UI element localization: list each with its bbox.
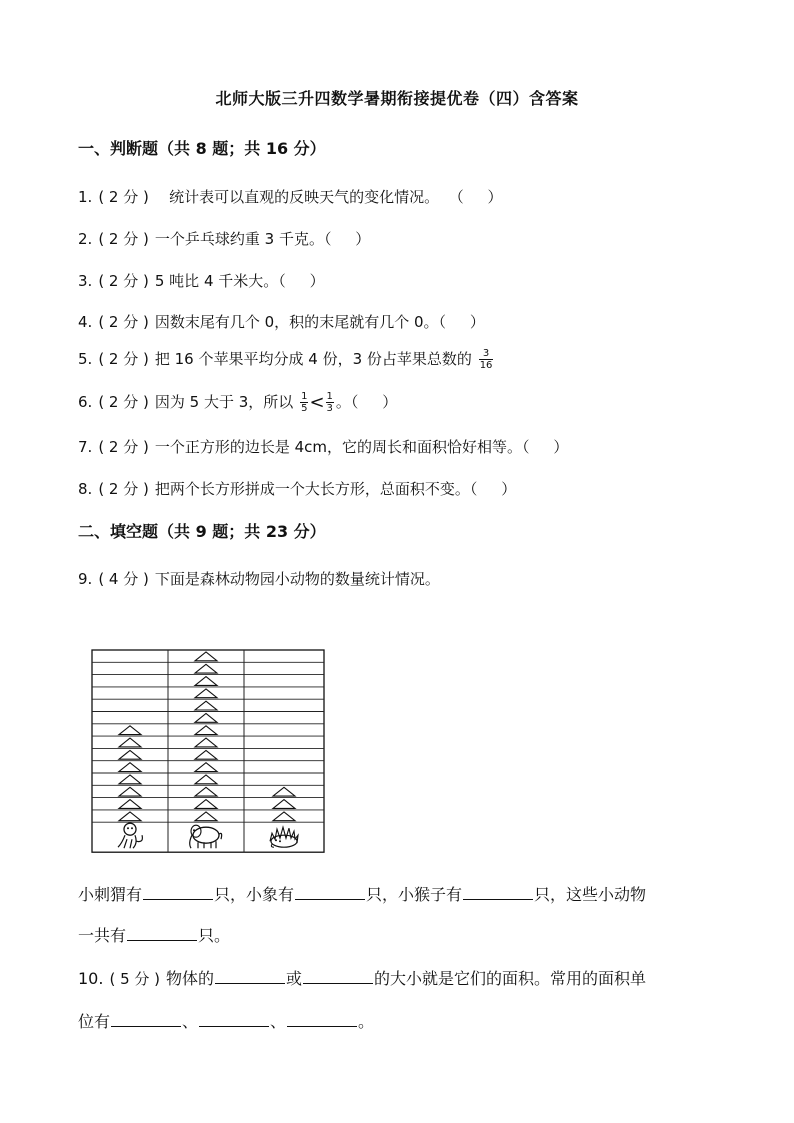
question-2 [78, 228, 370, 249]
text-fragment: 的大小就是它们的面积。常用的面积单 [374, 969, 647, 988]
less-than-sign: < [309, 392, 325, 413]
triangle-mark-hedgehog [273, 800, 295, 809]
triangle-mark-monkey [119, 812, 141, 821]
triangle-mark-elephant [195, 787, 217, 796]
triangle-mark-elephant [195, 763, 217, 772]
fraction-denominator: 16 [479, 360, 493, 371]
text-fragment: 或 [286, 969, 303, 988]
triangle-mark-monkey [119, 800, 141, 809]
hedgehog-icon [270, 827, 298, 847]
question-4 [78, 311, 485, 332]
text-fragment: 只。 [198, 926, 231, 945]
triangle-mark-elephant [195, 750, 217, 759]
question-score: ( 4 分 ) [98, 570, 149, 588]
fraction-numerator: 1 [326, 391, 333, 402]
triangle-mark-elephant [195, 812, 217, 821]
triangle-mark-elephant [195, 775, 217, 784]
question-text: 统计表可以直观的反映天气的变化情况。 （ ） [154, 188, 503, 206]
question-9 [78, 568, 440, 589]
text-fragment: 小刺猬有 [78, 885, 143, 904]
question-number: 3. [78, 272, 93, 290]
fraction-numerator: 3 [479, 348, 494, 360]
text-fragment: 物体的 [166, 969, 215, 988]
animal-pictograph-table [90, 648, 326, 862]
question-text-tail: 。（ ） [335, 393, 398, 411]
question-5 [78, 348, 495, 371]
question-number: 8. [78, 480, 93, 498]
triangle-mark-monkey [119, 787, 141, 796]
triangle-mark-hedgehog [273, 812, 295, 821]
question-number: 5. [78, 350, 93, 368]
answer-blank-total[interactable] [127, 926, 197, 941]
question-score: ( 2 分 ) [98, 350, 149, 368]
question-score: ( 2 分 ) [98, 393, 149, 411]
question-text: 把 16 个苹果平均分成 4 份，3 份占苹果总数的 [154, 350, 472, 368]
answer-blank-hedgehog[interactable] [143, 885, 213, 900]
triangle-mark-monkey [119, 763, 141, 772]
text-fragment: 只，小象有 [214, 885, 295, 904]
triangle-mark-elephant [195, 664, 217, 673]
question-10 [78, 966, 646, 989]
fraction-1-5 [300, 391, 308, 414]
fraction-denominator: 3 [326, 403, 333, 414]
triangle-mark-elephant [195, 800, 217, 809]
fraction-1-3 [326, 391, 334, 414]
question-score: ( 2 分 ) [98, 188, 149, 206]
answer-blank-unit-3[interactable] [287, 1012, 357, 1027]
question-text: 一个正方形的边长是 4cm，它的周长和面积恰好相等。（ ） [154, 438, 569, 456]
triangle-mark-elephant [195, 738, 217, 747]
triangle-mark-elephant [195, 652, 217, 661]
answer-blank-elephant[interactable] [295, 885, 365, 900]
answer-blank-unit-1[interactable] [111, 1012, 181, 1027]
section-heading-fill-in: 二、填空题（共 9 题；共 23 分） [78, 522, 326, 541]
table-grid [92, 650, 324, 852]
question-number: 2. [78, 230, 93, 248]
text-fragment: 、 [182, 1012, 199, 1031]
triangle-mark-elephant [195, 726, 217, 735]
question-text: 下面是森林动物园小动物的数量统计情况。 [154, 570, 440, 588]
text-fragment: 、 [270, 1012, 287, 1031]
question-9-blanks-line-1 [78, 882, 646, 905]
triangle-mark-elephant [195, 677, 217, 686]
triangle-mark-monkey [119, 738, 141, 747]
question-6 [78, 391, 397, 414]
text-fragment: 位有 [78, 1012, 111, 1031]
fraction-3-16 [479, 348, 494, 371]
text-fragment: 只，这些小动物 [534, 885, 647, 904]
answer-blank-unit-2[interactable] [199, 1012, 269, 1027]
question-10-line-2 [78, 1009, 374, 1032]
fraction-numerator: 1 [301, 391, 308, 402]
text-fragment: 只，小猴子有 [366, 885, 463, 904]
question-score: ( 2 分 ) [98, 313, 149, 331]
animal-row [118, 823, 298, 848]
triangle-mark-monkey [119, 775, 141, 784]
question-9-blanks-line-2 [78, 923, 230, 946]
triangle-mark-monkey [119, 750, 141, 759]
question-score: ( 2 分 ) [98, 230, 149, 248]
question-number: 6. [78, 393, 93, 411]
text-fragment: 一共有 [78, 926, 127, 945]
page-title: 北师大版三升四数学暑期衔接提优卷（四）含答案 [215, 89, 579, 108]
monkey-icon [118, 823, 142, 848]
answer-blank-1[interactable] [215, 969, 285, 984]
question-score: ( 2 分 ) [98, 272, 149, 290]
question-number: 9. [78, 570, 93, 588]
fraction-denominator: 5 [301, 403, 308, 414]
question-score: ( 2 分 ) [98, 480, 149, 498]
question-text: 因数末尾有几个 0，积的末尾就有几个 0。（ ） [154, 313, 485, 331]
question-number: 1. [78, 188, 93, 206]
question-8 [78, 478, 516, 499]
question-number: 7. [78, 438, 93, 456]
triangle-mark-monkey [119, 726, 141, 735]
section-heading-judgement: 一、判断题（共 8 题；共 16 分） [78, 139, 326, 158]
question-score: ( 5 分 ) [109, 970, 161, 988]
triangle-mark-hedgehog [273, 787, 295, 796]
question-1 [78, 186, 503, 207]
question-7 [78, 436, 568, 457]
answer-blank-monkey[interactable] [463, 885, 533, 900]
triangle-mark-elephant [195, 701, 217, 710]
answer-blank-2[interactable] [303, 969, 373, 984]
text-fragment: 。 [358, 1012, 375, 1031]
question-text: 一个乒乓球约重 3 千克。（ ） [154, 230, 371, 248]
triangle-mark-elephant [195, 689, 217, 698]
question-text: 因为 5 大于 3，所以 [154, 393, 294, 411]
question-text: 5 吨比 4 千米大。（ ） [154, 272, 325, 290]
question-number: 4. [78, 313, 93, 331]
question-score: ( 2 分 ) [98, 438, 149, 456]
triangle-mark-elephant [195, 714, 217, 723]
elephant-icon [190, 825, 222, 848]
question-text: 把两个长方形拼成一个大长方形，总面积不变。（ ） [154, 480, 517, 498]
question-3 [78, 270, 325, 291]
question-number: 10. [78, 969, 104, 988]
